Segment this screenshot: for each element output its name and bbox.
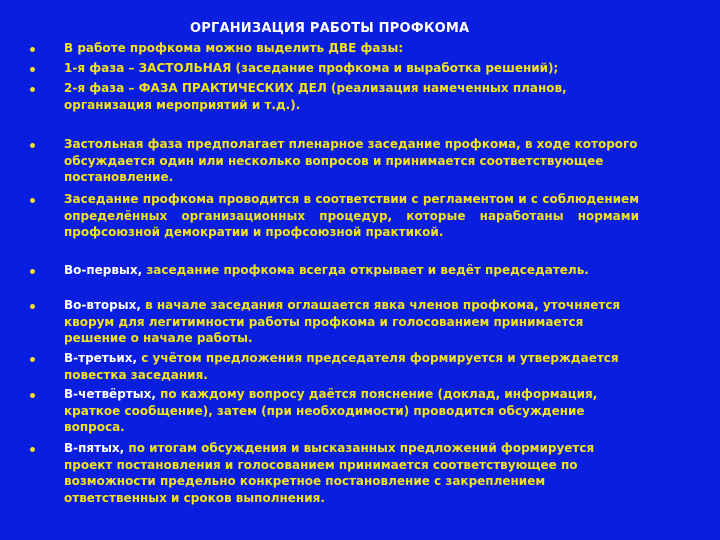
bullet-icon: [30, 143, 35, 148]
item-text: по каждому вопросу даётся пояснение (доклад, информация, краткое сообщение), затем (при необходимости) проводится обсуждение вопроса.: [64, 387, 598, 434]
list-item: [64, 262, 639, 279]
bullet-icon: [30, 47, 35, 52]
item-text: заседание профкома всегда открывает и ведёт председатель.: [142, 263, 589, 277]
item-text: В работе профкома можно выделить ДВЕ фазы:: [64, 41, 404, 55]
bullet-icon: [30, 198, 35, 203]
list-item: [64, 136, 639, 186]
list-item: [64, 80, 639, 113]
bullet-icon: [30, 304, 35, 309]
item-lead: В-третьих,: [64, 351, 138, 365]
item-lead: Во-вторых,: [64, 298, 141, 312]
list-item: [64, 60, 639, 77]
bullet-icon: [30, 269, 35, 274]
list-item: [64, 297, 639, 347]
bullet-icon: [30, 393, 35, 398]
list-item: [64, 191, 639, 241]
bullet-icon: [30, 357, 35, 362]
item-lead: В-четвёртых,: [64, 387, 156, 401]
item-text: Заседание профкома проводится в соответствии с регламентом и с соблюдением определённых организационных процедур, которые наработаны нормами профсоюзной демократии и профсоюзной практикой.: [64, 192, 639, 239]
list-item: [64, 350, 639, 383]
item-text: Застольная фаза предполагает пленарное заседание профкома, в ходе которого обсуждается один или несколько вопросов и принимается соответствующее постановление.: [64, 137, 638, 184]
item-text: 1-я фаза – ЗАСТОЛЬНАЯ (заседание профкома и выработка решений);: [64, 61, 559, 75]
bullet-icon: [30, 447, 35, 452]
item-text: в начале заседания оглашается явка членов профкома, уточняется кворум для легитимности работы профкома и голосованием принимается решение о начале работы.: [64, 298, 621, 345]
bullet-icon: [30, 67, 35, 72]
item-lead: В-пятых,: [64, 441, 125, 455]
item-text: 2-я фаза – ФАЗА ПРАКТИЧЕСКИХ ДЕЛ (реализация намеченных планов, организация мероприятий и т.д.).: [64, 81, 567, 112]
item-text: с учётом предложения председателя формируется и утверждается повестка заседания.: [64, 351, 619, 382]
bullet-icon: [30, 87, 35, 92]
list-item: [64, 40, 639, 57]
slide-title: ОРГАНИЗАЦИЯ РАБОТЫ ПРОФКОМА: [190, 21, 470, 36]
item-lead: Во-первых,: [64, 263, 143, 277]
list-item: [64, 386, 639, 436]
item-text: по итогам обсуждения и высказанных предложений формируется проект постановления и голосованием принимается соответствующее по возможности предельно конкретное постановление с закреплением ответственных и сроков выполнения.: [64, 441, 595, 505]
list-item: [64, 440, 639, 506]
